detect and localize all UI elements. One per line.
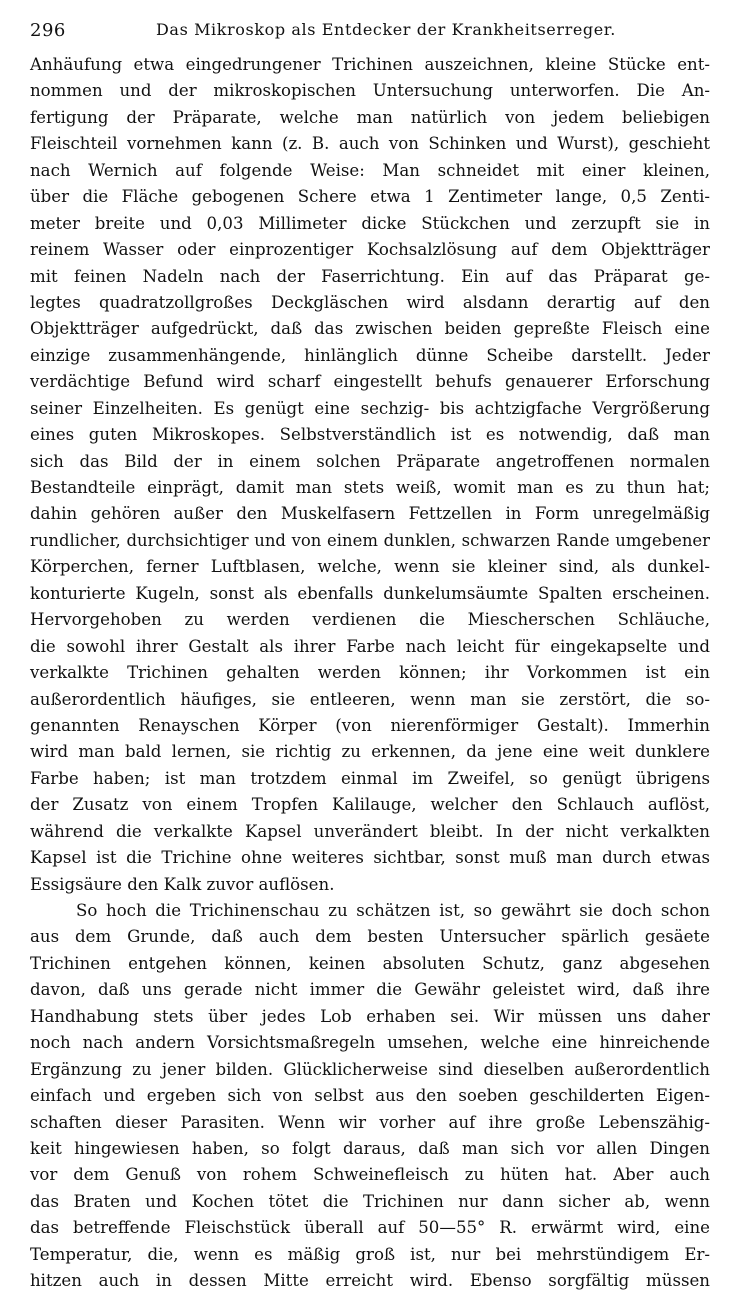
text-line: fertigung der Präparate, welche man natürlich von jedem beliebigen (30, 107, 710, 127)
text-line: Anhäufung etwa eingedrungener Trichinen auszeichnen, kleine Stücke ent- (30, 55, 710, 74)
text-line: Essigsäure den Kalk zuvor auflösen. (30, 874, 335, 894)
text-line: einzige zusammenhängende, hinlänglich dünne Scheibe darstellt. Jeder (30, 345, 710, 365)
text-line: hitzen auch in dessen Mitte erreicht wird. Ebenso sorgfältig müssen (30, 1271, 710, 1291)
text-line: vor dem Genuß von rohem Schweinefleisch zu hüten hat. Aber auch (30, 1165, 710, 1185)
text-line: verdächtige Befund wird scharf eingestellt behufs genauerer Erforschung (30, 372, 710, 392)
text-line: Handhabung stets über jedes Lob erhaben sei. Wir müssen uns daher (30, 1006, 710, 1026)
text-line: nach Wernich auf folgende Weise: Man schneidet mit einer kleinen, (30, 160, 710, 180)
text-line: davon, daß uns gerade nicht immer die Gewähr geleistet wird, daß ihre (30, 980, 710, 1000)
text-line: meter breite und 0,03 Millimeter dicke Stückchen und zerzupft sie in (30, 213, 710, 233)
text-line: schaften dieser Parasiten. Wenn wir vorher auf ihre große Lebenszähig- (30, 1112, 710, 1132)
text-line: Bestandteile einprägt, damit man stets weiß, womit man es zu thun hat; (30, 478, 710, 497)
text-line: seiner Einzelheiten. Es genügt eine sechzig- bis achtzigfache Vergrößerung (30, 398, 710, 418)
text-line: noch nach andern Vorsichtsmaßregeln umsehen, welche eine hinreichende (30, 1033, 710, 1053)
text-line: So hoch die Trichinenschau zu schätzen ist, so gewährt sie doch schon (76, 901, 710, 920)
text-line: während die verkalkte Kapsel unverändert bleibt. In der nicht verkalkten (30, 821, 710, 841)
text-line: eines guten Mikroskopes. Selbstverständlich ist es notwendig, daß man (30, 425, 710, 445)
text-line: Farbe haben; ist man trotzdem einmal im Zweifel, so genügt übrigens (30, 768, 710, 788)
text-line: außerordentlich häufiges, sie entleeren, wenn man sie zerstört, die so- (30, 689, 710, 709)
text-line: reinem Wasser oder einprozentiger Kochsalzlösung auf dem Objektträger (30, 240, 710, 260)
paragraph-2 (30, 898, 710, 1295)
text-line: der Zusatz von einem Tropfen Kalilauge, welcher den Schlauch auflöst, (30, 795, 710, 815)
text-line: Fleischteil vornehmen kann (z. B. auch von Schinken und Wurst), geschieht (30, 134, 710, 154)
text-line: verkalkte Trichinen gehalten werden können; ihr Vorkommen ist ein (30, 663, 710, 683)
text-line: das Braten und Kochen tötet die Trichinen nur dann sicher ab, wenn (30, 1191, 710, 1211)
body-text (30, 52, 710, 1295)
text-line: einfach und ergeben sich von selbst aus den soeben geschilderten Eigen- (30, 1086, 710, 1106)
text-line: Kapsel ist die Trichine ohne weiteres sichtbar, sonst muß man durch etwas (30, 848, 710, 868)
text-line: Objektträger aufgedrückt, daß das zwischen beiden gepreßte Fleisch eine (30, 319, 710, 339)
text-line: Trichinen entgehen können, keinen absoluten Schutz, ganz abgesehen (30, 953, 710, 973)
text-line: Ergänzung zu jener bilden. Glücklicherweise sind dieselben außerordentlich (30, 1059, 710, 1079)
paragraph-1 (30, 52, 710, 898)
text-line: legtes quadratzollgroßes Deckgläschen wird alsdann derartig auf den (30, 292, 710, 312)
text-line: mit feinen Nadeln nach der Faserrichtung. Ein auf das Präparat ge- (30, 266, 710, 286)
page-header (30, 18, 710, 50)
text-line: nommen und der mikroskopischen Untersuchung unterworfen. Die An- (30, 81, 710, 101)
page-number: 296 (30, 20, 66, 41)
text-line: Hervorgehoben zu werden verdienen die Miescherschen Schläuche, (30, 610, 710, 630)
text-line: keit hingewiesen haben, so folgt daraus, daß man sich vor allen Dingen (30, 1138, 710, 1158)
text-line: sich das Bild der in einem solchen Präparate angetroffenen normalen (30, 451, 710, 471)
text-line: die sowohl ihrer Gestalt als ihrer Farbe nach leicht für eingekapselte und (30, 636, 710, 656)
text-line: wird man bald lernen, sie richtig zu erkennen, da jene eine weit dunklere (30, 742, 710, 762)
text-line: konturierte Kugeln, sonst als ebenfalls dunkelumsäumte Spalten erscheinen. (30, 583, 710, 603)
text-line: dahin gehören außer den Muskelfasern Fettzellen in Form unregelmäßig (30, 504, 710, 524)
text-line: aus dem Grunde, daß auch dem besten Untersucher spärlich gesäete (30, 927, 710, 947)
text-line: das betreffende Fleischstück überall auf 50—55° R. erwärmt wird, eine (30, 1218, 710, 1238)
text-line: genannten Renayschen Körper (von nierenförmiger Gestalt). Immerhin (30, 715, 710, 735)
text-line: rundlicher, durchsichtiger und von einem dunklen, schwarzen Rande umgebener (30, 530, 710, 550)
running-title: Das Mikroskop als Entdecker der Krankheitserreger. (156, 20, 616, 39)
text-line: Temperatur, die, wenn es mäßig groß ist, nur bei mehrstündigem Er- (30, 1244, 710, 1264)
text-line: über die Fläche gebogenen Schere etwa 1 Zentimeter lange, 0,5 Zenti- (30, 187, 710, 207)
text-line: Körperchen, ferner Luftblasen, welche, wenn sie kleiner sind, als dunkel- (30, 557, 710, 577)
